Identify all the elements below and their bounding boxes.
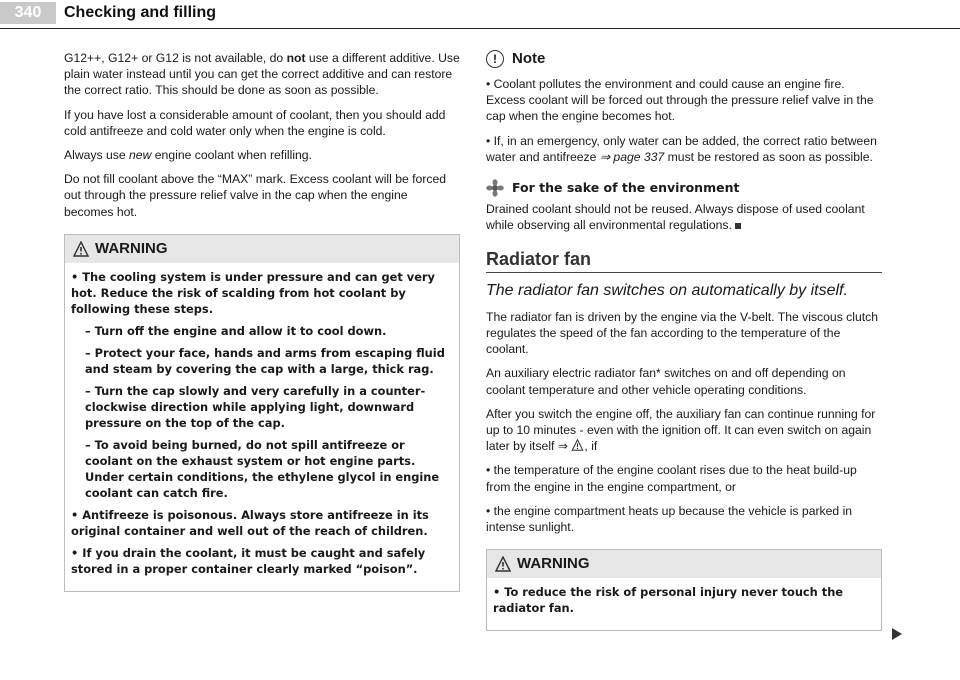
section-subtitle: The radiator fan switches on automatically by itself. (486, 281, 848, 299)
paragraph: After you switch the engine off, the auxiliary fan can continue running for up to 10 minutes - even with the ignition off. It can even switch on again later by itself ⇒ , if (486, 406, 876, 454)
paragraph: An auxiliary electric radiator fan* switches on and off depending on coolant temperature and other vehicle operating conditions. (486, 366, 846, 397)
paragraph: G12++, G12+ or G12 is not available, do not use a different additive. Use plain water instead until you can get the correct additive and can restore the correct ratio. This should be done as soon as possible. (64, 51, 460, 98)
list-item: • the temperature of the engine coolant rises due to the heat build-up from the engine in the engine compartment, or (486, 463, 857, 494)
warning-step: – Protect your face, hands and arms from escaping fluid and steam by covering the cap with a large, thick rag. (85, 346, 445, 377)
note-title: Note (512, 49, 546, 67)
environment-header (486, 179, 882, 197)
warning-header (487, 550, 881, 578)
warning-item: • Antifreeze is poisonous. Always store antifreeze in its original container and well out of the reach of children. (71, 508, 429, 539)
page-header (0, 0, 960, 30)
note-header (486, 50, 882, 68)
warning-triangle-icon (571, 439, 584, 451)
paragraph: Do not fill coolant above the “MAX” mark. Excess coolant will be forced out through the pressure relief valve in the cap when the engine becomes hot. (64, 172, 447, 219)
warning-item: • To reduce the risk of personal injury never touch the radiator fan. (493, 585, 844, 616)
warning-triangle-icon (73, 241, 89, 257)
note-item: • Coolant pollutes the environment and could cause an engine fire. Excess coolant will be forced out through the pressure relief valve in the cap when the engine becomes hot. (486, 77, 874, 124)
continue-arrow-icon (892, 628, 902, 640)
warning-step: – Turn off the engine and allow it to cool down. (85, 324, 387, 339)
warning-box (486, 549, 882, 631)
paragraph: Always use new engine coolant when refilling. (64, 148, 312, 163)
paragraph: If you have lost a considerable amount of coolant, then you should add cold antifreeze and cold water only when the engine is cold. (64, 107, 446, 138)
warning-item: • The cooling system is under pressure and can get very hot. Reduce the risk of scalding from hot coolant by following these steps. (71, 270, 435, 317)
warning-item: • If you drain the coolant, it must be caught and safely stored in a proper container clearly marked “poison”. (71, 546, 426, 577)
list-item: • the engine compartment heats up because the vehicle is parked in intense sunlight. (486, 503, 853, 535)
page-number: 340 (0, 2, 56, 24)
warning-header (65, 235, 459, 263)
chapter-title: Checking and filling (64, 4, 217, 21)
section-rule (486, 272, 882, 273)
header-rule (0, 28, 960, 29)
warning-step: – Turn the cap slowly and very carefully in a counter-clockwise direction while applying light, downward pressure on the top of the cap. (85, 384, 426, 431)
leaf-icon (486, 179, 504, 197)
section-end-marker (735, 223, 741, 229)
section-title: Radiator fan (486, 249, 592, 270)
note-item: • If, in an emergency, only water can be added, the correct ratio between water and antifreeze ⇒ page 337 must be restored as soon as possible. (486, 133, 877, 164)
warning-triangle-icon (495, 556, 511, 572)
warning-title: WARNING (95, 239, 168, 257)
warning-body (65, 263, 459, 591)
warning-reference-link[interactable]: ⇒ (558, 439, 585, 453)
warning-box (64, 234, 460, 592)
page-reference-link[interactable]: ⇒ page 337 (599, 149, 665, 164)
warning-body (487, 578, 881, 630)
paragraph: The radiator fan is driven by the engine via the V-belt. The viscous clutch regulates the speed of the fan according to the temperature of the coolant. (486, 309, 879, 357)
note-exclamation-icon: ! (486, 50, 504, 68)
warning-title: WARNING (517, 555, 590, 573)
warning-step: – To avoid being burned, do not spill antifreeze or coolant on the exhaust system or hot engine parts. Under certain conditions, the ethylene glycol in engine coolant can catch fire. (85, 438, 440, 501)
right-column (486, 50, 882, 631)
environment-title: For the sake of the environment (512, 179, 740, 195)
left-column (64, 50, 460, 592)
environment-text: Drained coolant should not be reused. Always dispose of used coolant while observing all environmental regulations. (486, 202, 865, 233)
